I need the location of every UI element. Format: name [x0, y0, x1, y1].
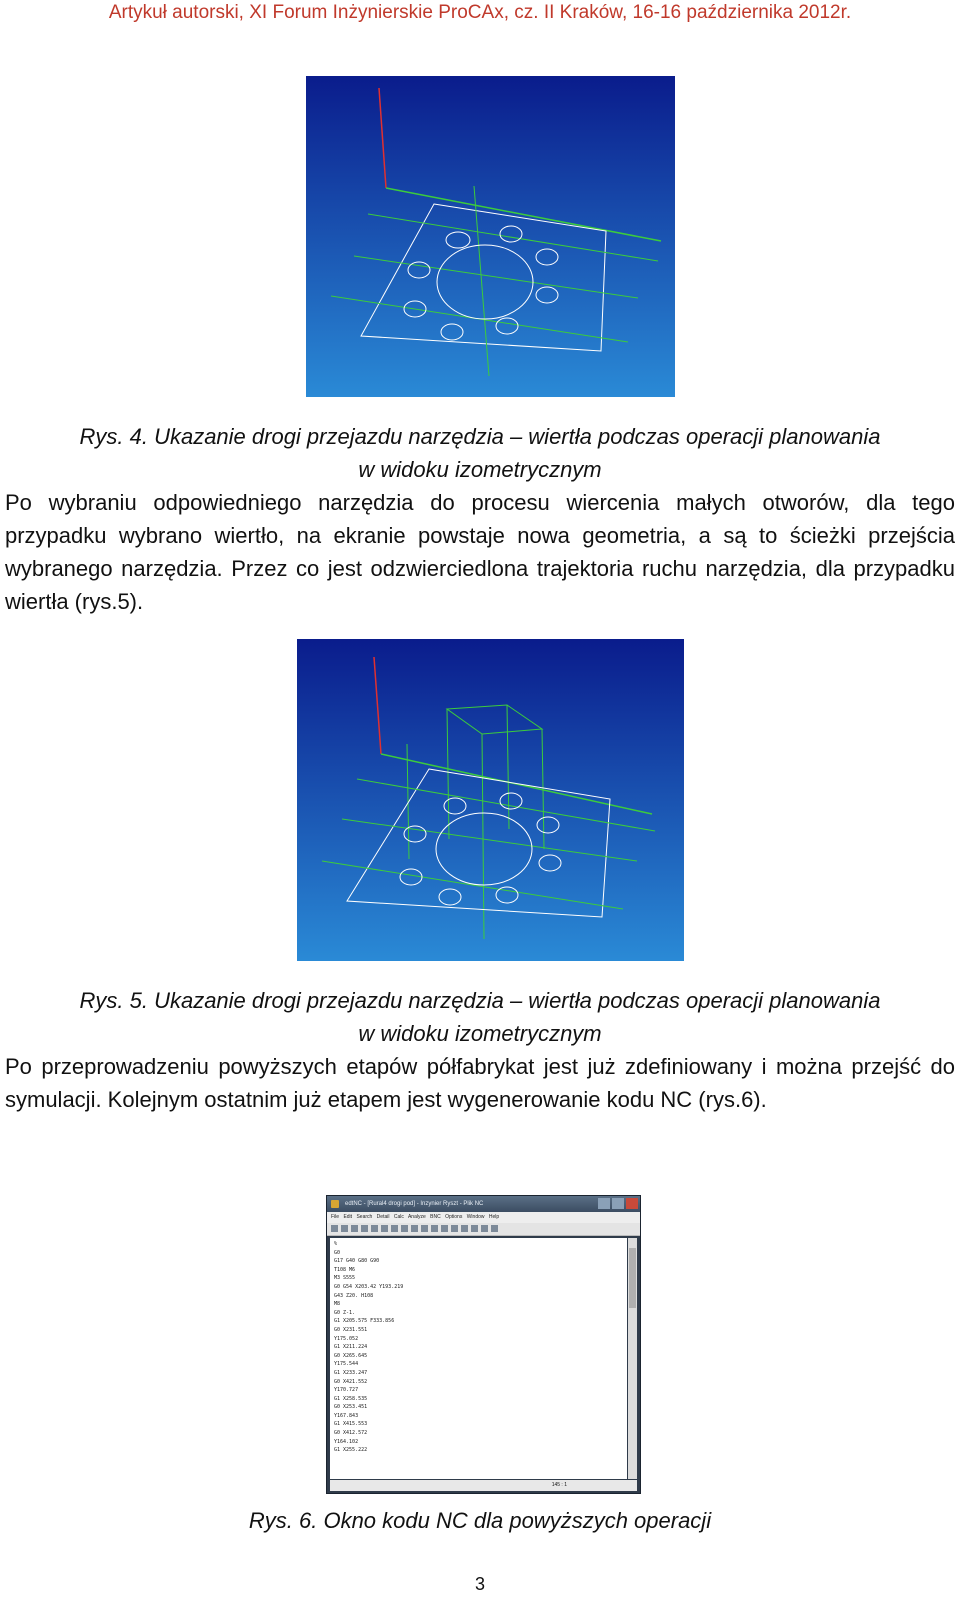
nc-code-editor[interactable] — [330, 1238, 627, 1479]
page-header: Artykuł autorski, XI Forum Inżynierskie ProCAx, cz. II Kraków, 16-16 października 2012r. — [108, 2, 852, 23]
page-number: 3 — [474, 1574, 485, 1594]
paragraph-1: Po wybraniu odpowiedniego narzędzia do procesu wiercenia małych otworów, dla tego przypadku wybrano wiertło, na ekranie powstaje nowa geometria, a są to ścieżki przejścia wybranego narzędzia. Przez co jest odzwierciedlona trajektoria ruchu narzędzia, dla przypadku wiertła (rys.5). — [5, 490, 955, 614]
app-icon — [331, 1200, 339, 1208]
nc-window-statusbar: 145 : 1 — [330, 1480, 637, 1491]
nc-code-window — [326, 1195, 641, 1494]
tool-icon[interactable] — [451, 1225, 458, 1232]
tool-icon[interactable] — [491, 1225, 498, 1232]
vertical-scrollbar[interactable] — [628, 1238, 637, 1479]
nc-window-toolbar — [327, 1223, 640, 1236]
tool-icon[interactable] — [431, 1225, 438, 1232]
new-file-icon[interactable] — [331, 1225, 338, 1232]
minimize-icon[interactable] — [598, 1198, 610, 1209]
figure-4-caption-line-2: w widoku izometrycznym — [358, 457, 602, 482]
undo-icon[interactable] — [401, 1225, 408, 1232]
paste-icon[interactable] — [391, 1225, 398, 1232]
find-icon[interactable] — [411, 1225, 418, 1232]
figure-5-caption-line-2: w widoku izometrycznym — [358, 1021, 602, 1046]
figure-5-isometric-view — [297, 639, 684, 961]
tool-icon[interactable] — [421, 1225, 428, 1232]
save-icon[interactable] — [351, 1225, 358, 1232]
nc-window-titlebar — [327, 1196, 640, 1212]
cut-icon[interactable] — [371, 1225, 378, 1232]
figure-6-caption: Rys. 6. Okno kodu NC dla powyższych operacji — [248, 1508, 712, 1533]
print-icon[interactable] — [361, 1225, 368, 1232]
tool-icon[interactable] — [471, 1225, 478, 1232]
figure-5-caption-line-1: Rys. 5. Ukazanie drogi przejazdu narzędzia – wiertła podczas operacji planowania — [79, 988, 881, 1013]
tool-icon[interactable] — [481, 1225, 488, 1232]
nc-window-menubar[interactable]: File Edit Search Detail Calc Analyze BNC Options Window Help — [327, 1212, 640, 1223]
tool-icon[interactable] — [441, 1225, 448, 1232]
maximize-icon[interactable] — [612, 1198, 624, 1209]
paragraph-2: Po przeprowadzeniu powyższych etapów półfabrykat jest już zdefiniowany i można przejść do symulacji. Kolejnym ostatnim już etapem jest wygenerowanie kodu NC (rys.6). — [5, 1054, 955, 1112]
nc-window-title: edtNC - [Rural4 drogi pod] - Inzynier Ryszt - Plik NC — [345, 1201, 484, 1207]
close-icon[interactable] — [626, 1198, 638, 1209]
copy-icon[interactable] — [381, 1225, 388, 1232]
nc-code-text: % G0 G17 G40 G80 G90 T108 M6 M3 S555 G0 G54 X203.42 Y193.219 G43 Z20. H108 M8 G0 Z-1. G1 X205.575 F333.856 G0 X231.551 Y175.052 G1 X211.224 G0 X265.645 Y175.544 G1 X233.247 G0 X421.552 Y170.727 G1 X258.535 G0 X253.451 Y167.843 G1 X415.553 G0 X412.572 Y164.102 G1 X255.222 — [334, 1241, 404, 1454]
tool-icon[interactable] — [461, 1225, 468, 1232]
open-file-icon[interactable] — [341, 1225, 348, 1232]
figure-4-caption-line-1: Rys. 4. Ukazanie drogi przejazdu narzędzia – wiertła podczas operacji planowania — [79, 424, 881, 449]
figure-4-isometric-view — [306, 76, 675, 397]
